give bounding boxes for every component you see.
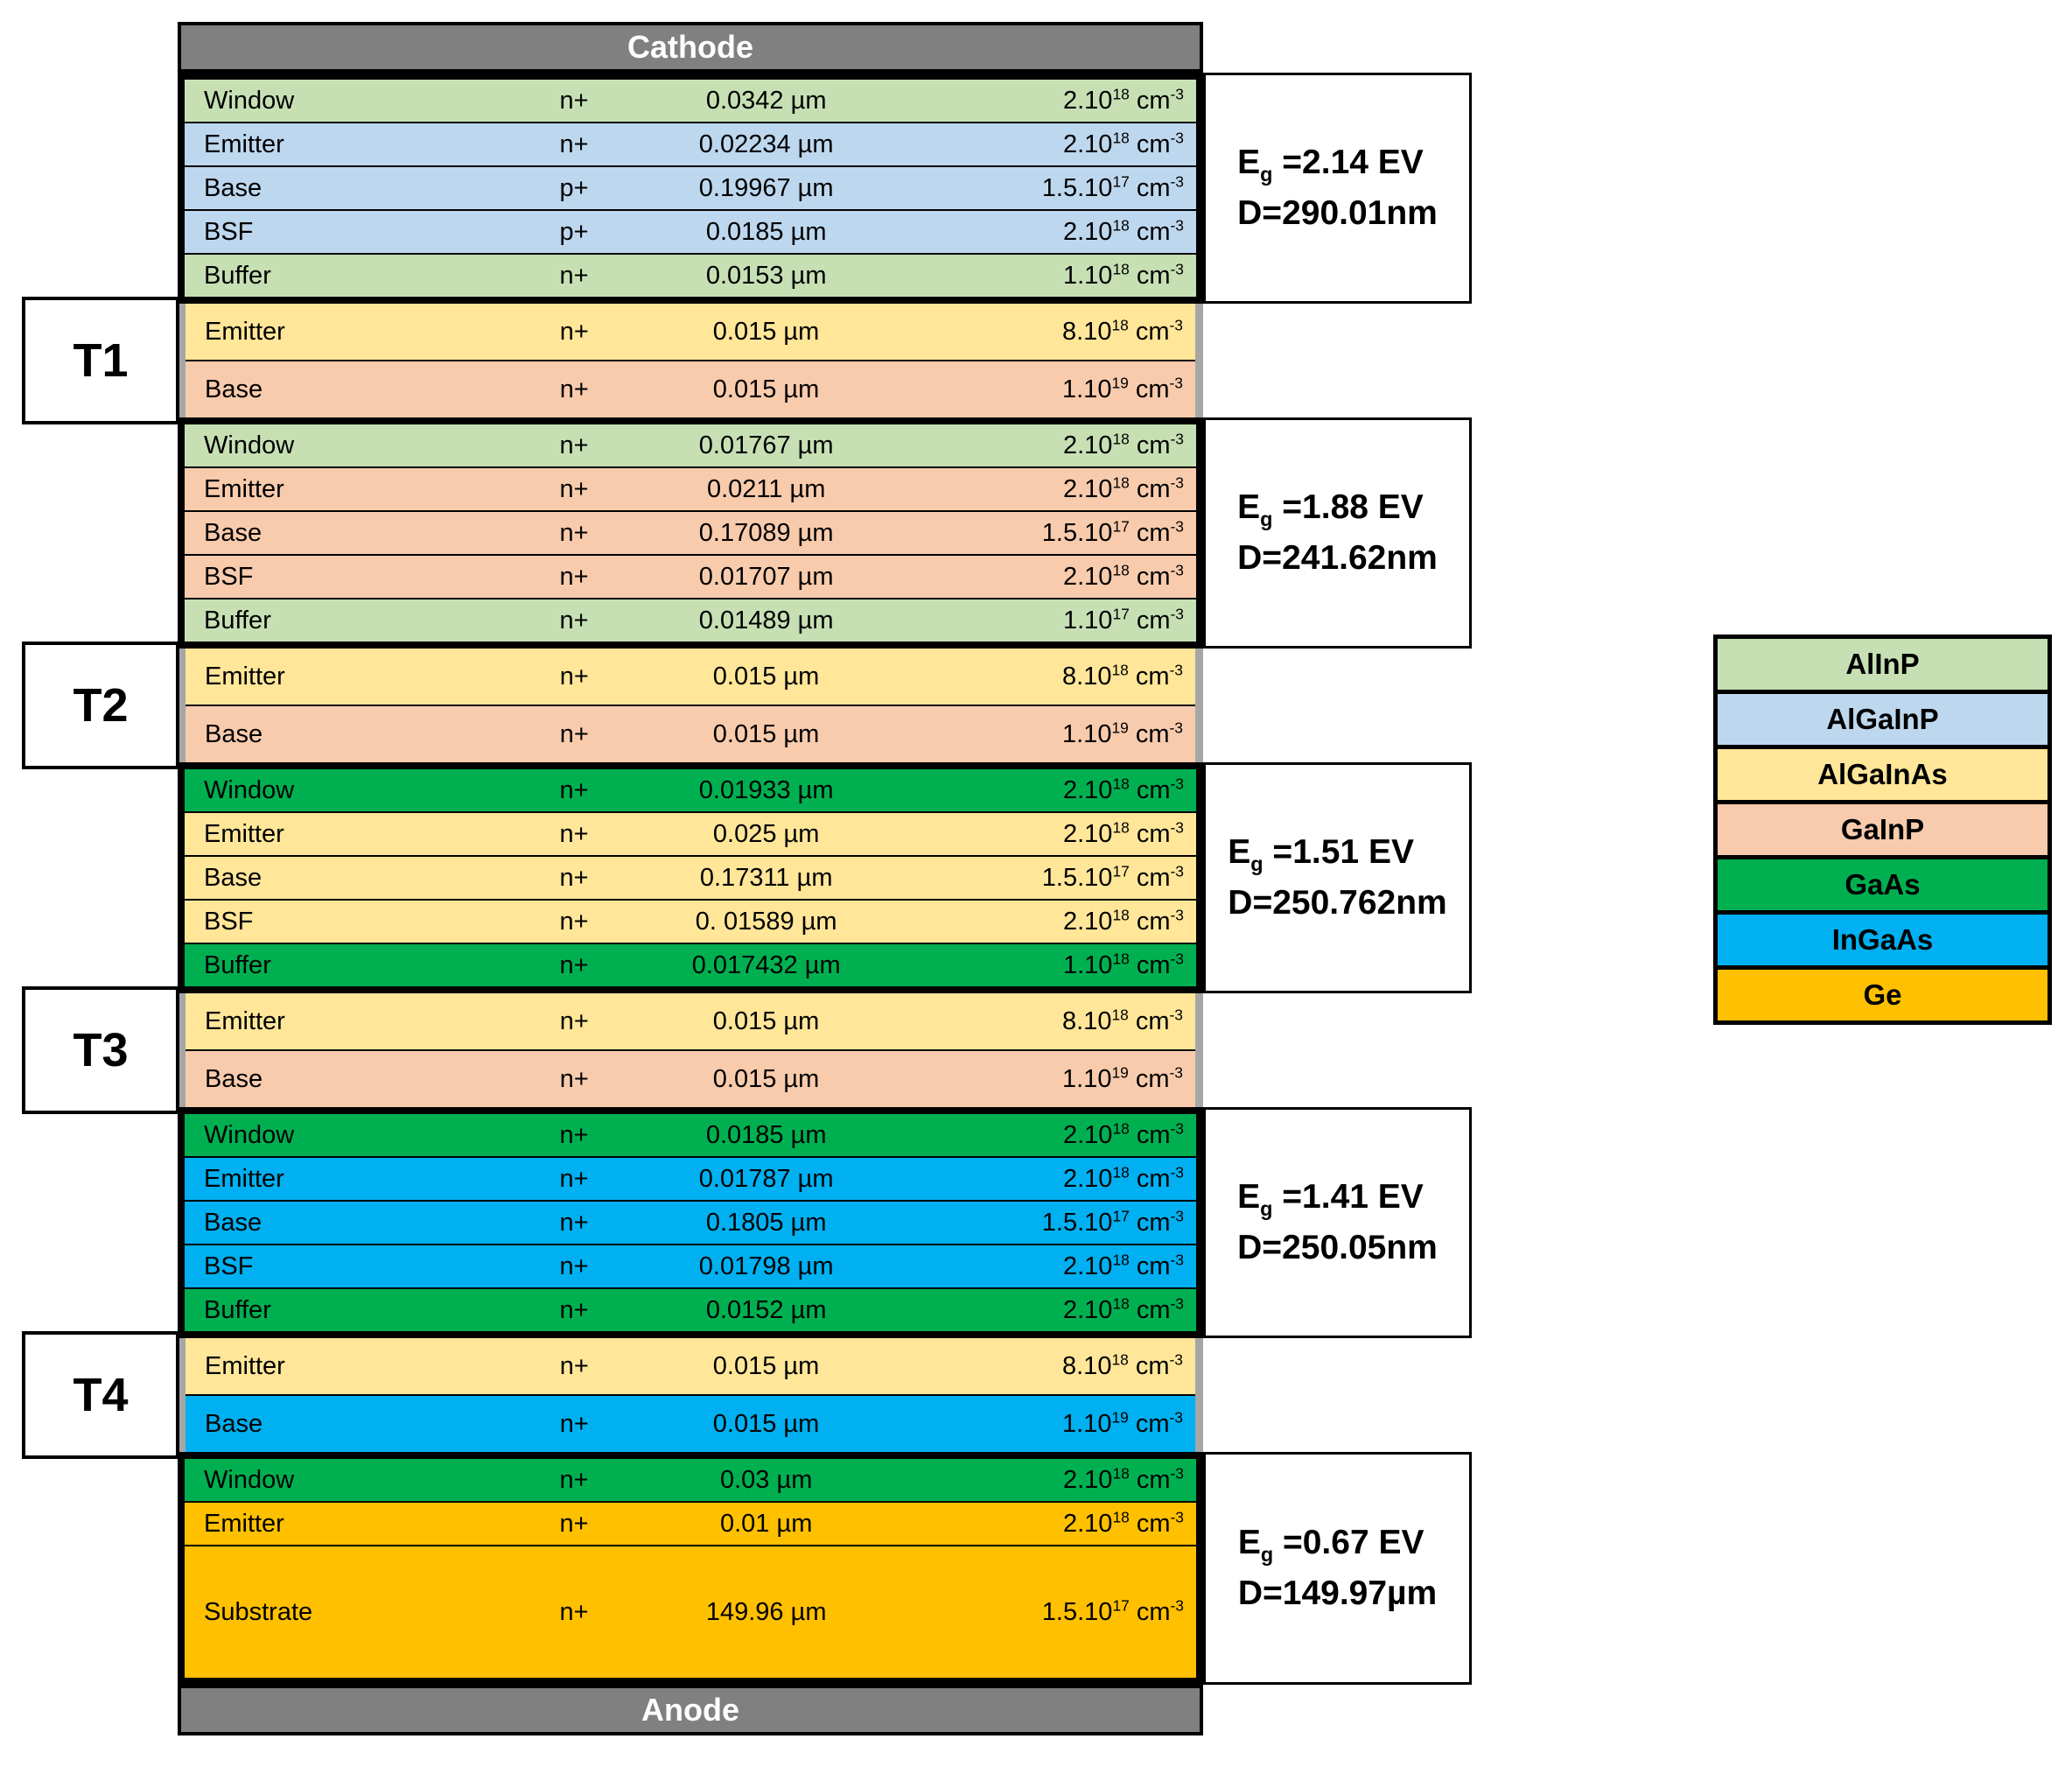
layer-name: Emitter	[204, 474, 284, 503]
layer-name: Window	[204, 1120, 295, 1149]
legend-label: GaAs	[1844, 868, 1921, 901]
tunnel-label-box	[22, 642, 179, 769]
doping-type: n+	[559, 1064, 589, 1093]
tunnel-label: T1	[73, 334, 129, 387]
layer-name: Emitter	[205, 1006, 285, 1035]
doping-concentration: 1.10$^{19}$ $cm^{-3}$	[1062, 1062, 1183, 1093]
layer-row	[185, 598, 1196, 642]
layer-row	[186, 993, 1195, 1049]
layer-row	[185, 1114, 1196, 1156]
total-thickness-value: D=290.01nm	[1237, 194, 1438, 232]
layer-row	[185, 253, 1196, 297]
tunnel-junction-group	[178, 304, 1203, 417]
layer-thickness: 0.015 µm	[712, 1064, 820, 1093]
doping-type: n+	[559, 775, 589, 804]
doping-type: n+	[559, 1120, 589, 1149]
total-thickness-value: D=250.762nm	[1228, 884, 1447, 922]
layer-row	[185, 466, 1196, 510]
doping-concentration: 2.10$^{18}$ $cm^{-3}$	[1062, 1118, 1184, 1149]
doping-type: n+	[559, 375, 589, 403]
legend-label: AlInP	[1845, 648, 1920, 680]
layer-thickness: 0.01787 µm	[698, 1164, 834, 1193]
bandgap-value: $E_g =0.67$ EV	[1237, 1523, 1424, 1566]
doping-type: n+	[559, 1509, 589, 1538]
layer-thickness: 0.015 µm	[712, 317, 820, 346]
layer-name: Base	[204, 173, 262, 202]
layer-stack	[178, 22, 1203, 1735]
subcell-group	[178, 73, 1203, 304]
doping-concentration: 1.5.10$^{17}$ $cm^{-3}$	[1041, 1595, 1184, 1626]
layer-name: Emitter	[205, 1351, 285, 1380]
doping-concentration: 2.10$^{18}$ $cm^{-3}$	[1062, 473, 1184, 503]
layer-thickness: 0.015 µm	[712, 1351, 820, 1380]
total-thickness-value: D=149.97µm	[1237, 1574, 1438, 1612]
layer-name: BSF	[204, 562, 254, 591]
doping-type: n+	[559, 1252, 589, 1280]
doping-type: n+	[559, 474, 589, 503]
layer-thickness: 0.19967 µm	[698, 173, 834, 202]
doping-type: n+	[559, 1208, 589, 1237]
doping-concentration: 8.10$^{18}$ $cm^{-3}$	[1062, 315, 1183, 346]
layer-row	[186, 1049, 1195, 1107]
layer-row	[185, 1200, 1196, 1244]
total-thickness-value: D=241.62nm	[1237, 539, 1438, 577]
doping-concentration: 1.10$^{19}$ $cm^{-3}$	[1062, 373, 1183, 403]
layer-name: Emitter	[204, 819, 284, 848]
layer-thickness: 0.0185 µm	[705, 1120, 827, 1149]
bandgap-annotation	[1237, 137, 1438, 240]
layer-thickness: 0.015 µm	[712, 719, 820, 748]
layer-row	[185, 855, 1196, 899]
layer-thickness: 0.01707 µm	[698, 562, 834, 591]
doping-type: n+	[559, 1164, 589, 1193]
legend-label: GaInP	[1840, 813, 1925, 845]
material-legend	[1713, 635, 2052, 1025]
layer-name: Window	[204, 86, 295, 115]
doping-type: n+	[559, 662, 589, 691]
layer-thickness: 0.17089 µm	[698, 518, 834, 547]
doping-type: n+	[559, 1006, 589, 1035]
layer-thickness: 149.96 µm	[705, 1597, 827, 1626]
bandgap-annotation	[1238, 1518, 1437, 1620]
doping-concentration: 2.10$^{18}$ $cm^{-3}$	[1062, 429, 1184, 459]
doping-concentration: 1.5.10$^{17}$ $cm^{-3}$	[1041, 516, 1184, 547]
doping-concentration: 2.10$^{18}$ $cm^{-3}$	[1062, 817, 1184, 848]
layer-row	[186, 360, 1195, 417]
layer-thickness: 0.015 µm	[712, 662, 820, 691]
tunnel-label-box	[22, 986, 179, 1114]
layer-name: Substrate	[204, 1597, 313, 1626]
layer-row	[185, 1501, 1196, 1545]
doping-type: n+	[559, 1597, 589, 1626]
layer-name: Buffer	[204, 261, 271, 290]
bandgap-annotation	[1237, 1172, 1438, 1274]
doping-type: p+	[559, 217, 589, 246]
layer-thickness: 0.0152 µm	[705, 1295, 827, 1324]
doping-type: n+	[559, 1465, 589, 1494]
layer-name: BSF	[204, 907, 254, 936]
layer-name: Window	[204, 775, 295, 804]
doping-concentration: 8.10$^{18}$ $cm^{-3}$	[1062, 1350, 1183, 1380]
legend-item	[1718, 965, 2048, 1020]
layer-row	[186, 649, 1195, 705]
layer-name: Base	[205, 375, 263, 403]
layer-name: Base	[204, 1208, 262, 1237]
layer-row	[185, 424, 1196, 466]
layer-row	[185, 1244, 1196, 1287]
legend-label: AlGaInP	[1826, 703, 1939, 735]
layer-name: Emitter	[204, 1164, 284, 1193]
bandgap-value: $E_g =2.14$ EV	[1237, 143, 1424, 186]
doping-type: n+	[559, 518, 589, 547]
doping-concentration: 2.10$^{18}$ $cm^{-3}$	[1062, 1463, 1184, 1494]
layer-row	[185, 554, 1196, 598]
bandgap-annotation	[1237, 482, 1438, 585]
doping-concentration: 2.10$^{18}$ $cm^{-3}$	[1062, 215, 1184, 246]
doping-concentration: 2.10$^{18}$ $cm^{-3}$	[1062, 128, 1184, 158]
layer-row	[185, 811, 1196, 855]
bandgap-value: $E_g =1.88$ EV	[1237, 487, 1424, 530]
layer-thickness: 0.015 µm	[712, 375, 820, 403]
bandgap-annotation-box	[1203, 1452, 1472, 1685]
layer-thickness: 0.02234 µm	[698, 130, 834, 158]
total-thickness-value: D=250.05nm	[1237, 1229, 1438, 1266]
layer-thickness: 0.017432 µm	[691, 950, 841, 979]
doping-type: n+	[559, 1409, 589, 1438]
tunnel-junction-group	[178, 1338, 1203, 1452]
doping-type: n+	[559, 907, 589, 936]
subcell-group	[178, 1107, 1203, 1338]
layer-name: Window	[204, 1465, 295, 1494]
doping-concentration: 1.10$^{17}$ $cm^{-3}$	[1062, 604, 1184, 635]
layer-name: Base	[204, 518, 262, 547]
layer-name: Buffer	[204, 1295, 271, 1324]
layer-thickness: 0.015 µm	[712, 1409, 820, 1438]
doping-type: n+	[559, 431, 589, 459]
layer-row	[185, 165, 1196, 209]
layer-thickness: 0.0211 µm	[706, 474, 826, 503]
layer-thickness: 0.01933 µm	[698, 775, 834, 804]
layer-row	[185, 1156, 1196, 1200]
layer-thickness: 0.015 µm	[712, 1006, 820, 1035]
tunnel-label-box	[22, 297, 179, 424]
layer-name: Emitter	[204, 130, 284, 158]
subcell-group	[178, 1452, 1203, 1685]
doping-concentration: 1.5.10$^{17}$ $cm^{-3}$	[1041, 172, 1184, 202]
layer-row	[185, 899, 1196, 943]
doping-concentration: 2.10$^{18}$ $cm^{-3}$	[1062, 560, 1184, 591]
layer-thickness: 0.01489 µm	[698, 606, 834, 635]
doping-concentration: 1.5.10$^{17}$ $cm^{-3}$	[1041, 1206, 1184, 1237]
doping-concentration: 1.10$^{19}$ $cm^{-3}$	[1062, 1407, 1183, 1438]
doping-type: n+	[559, 261, 589, 290]
layer-name: BSF	[204, 1252, 254, 1280]
legend-item	[1718, 910, 2048, 965]
doping-concentration: 2.10$^{18}$ $cm^{-3}$	[1062, 1507, 1184, 1538]
cathode-bar	[178, 22, 1203, 73]
layer-row	[185, 122, 1196, 165]
legend-label: InGaAs	[1831, 923, 1934, 956]
layer-thickness: 0.0342 µm	[705, 86, 827, 115]
bandgap-value: $E_g =1.41$ EV	[1237, 1177, 1424, 1220]
doping-type: n+	[559, 562, 589, 591]
doping-concentration: 2.10$^{18}$ $cm^{-3}$	[1062, 84, 1184, 115]
tunnel-label: T2	[73, 679, 129, 732]
bandgap-value: $E_g =1.51$ EV	[1228, 832, 1414, 875]
layer-name: Base	[205, 1409, 263, 1438]
layer-name: Emitter	[205, 317, 285, 346]
layer-thickness: 0.01767 µm	[698, 431, 834, 459]
subcell-group	[178, 762, 1203, 993]
layer-thickness: 0.17311 µm	[699, 863, 833, 892]
tunnel-label: T4	[73, 1369, 129, 1421]
legend-item	[1718, 745, 2048, 800]
layer-name: Emitter	[205, 662, 285, 691]
doping-type: n+	[559, 950, 589, 979]
doping-concentration: 2.10$^{18}$ $cm^{-3}$	[1062, 905, 1184, 936]
layer-thickness: 0.01798 µm	[698, 1252, 834, 1280]
layer-row	[186, 304, 1195, 360]
doping-type: n+	[559, 863, 589, 892]
doping-concentration: 1.10$^{18}$ $cm^{-3}$	[1062, 259, 1184, 290]
layer-row	[185, 209, 1196, 253]
doping-concentration: 2.10$^{18}$ $cm^{-3}$	[1062, 774, 1184, 804]
doping-concentration: 8.10$^{18}$ $cm^{-3}$	[1062, 660, 1183, 691]
doping-type: n+	[559, 606, 589, 635]
layer-thickness: 0.03 µm	[719, 1465, 813, 1494]
bandgap-annotation-box	[1203, 762, 1472, 993]
doping-type: n+	[559, 719, 589, 748]
layer-name: Emitter	[204, 1509, 284, 1538]
bandgap-annotation	[1228, 827, 1446, 929]
cathode-label: Cathode	[627, 29, 753, 65]
doping-type: n+	[559, 1295, 589, 1324]
doping-type: n+	[559, 819, 589, 848]
layer-row	[185, 769, 1196, 811]
legend-item	[1718, 855, 2048, 910]
doping-concentration: 2.10$^{18}$ $cm^{-3}$	[1062, 1162, 1184, 1193]
layer-thickness: 0.0185 µm	[705, 217, 827, 246]
anode-bar	[178, 1685, 1203, 1735]
layer-name: Base	[205, 1064, 263, 1093]
layer-name: Window	[204, 431, 295, 459]
tunnel-label-box	[22, 1331, 179, 1459]
doping-type: n+	[559, 86, 589, 115]
doping-concentration: 1.10$^{19}$ $cm^{-3}$	[1062, 718, 1183, 748]
doping-concentration: 1.5.10$^{17}$ $cm^{-3}$	[1041, 861, 1184, 892]
layer-thickness: 0.01 µm	[719, 1509, 813, 1538]
anode-label: Anode	[641, 1692, 739, 1728]
doping-type: p+	[559, 173, 589, 202]
legend-item	[1718, 800, 2048, 855]
subcell-group	[178, 417, 1203, 649]
layer-thickness: 0.1805 µm	[705, 1208, 827, 1237]
tunnel-junction-group	[178, 993, 1203, 1107]
layer-row	[185, 943, 1196, 986]
layer-name: Buffer	[204, 950, 271, 979]
layer-row	[185, 510, 1196, 554]
legend-label: Ge	[1863, 978, 1902, 1011]
layer-thickness: 0.025 µm	[712, 819, 820, 848]
layer-row	[186, 705, 1195, 762]
layer-row	[185, 1459, 1196, 1501]
layer-thickness: 0. 01589 µm	[695, 907, 837, 936]
layer-name: BSF	[204, 217, 254, 246]
layer-name: Base	[205, 719, 263, 748]
doping-concentration: 2.10$^{18}$ $cm^{-3}$	[1062, 1294, 1184, 1324]
tunnel-label: T3	[73, 1024, 129, 1076]
bandgap-annotation-box	[1203, 1107, 1472, 1338]
doping-concentration: 1.10$^{18}$ $cm^{-3}$	[1062, 949, 1184, 979]
legend-item	[1718, 639, 2048, 690]
layer-row	[185, 1545, 1196, 1678]
doping-type: n+	[559, 130, 589, 158]
bandgap-annotation-box	[1203, 73, 1472, 304]
layer-row	[186, 1338, 1195, 1394]
tunnel-junction-group	[178, 649, 1203, 762]
doping-concentration: 8.10$^{18}$ $cm^{-3}$	[1062, 1005, 1183, 1035]
doping-type: n+	[559, 1351, 589, 1380]
layer-row	[186, 1394, 1195, 1452]
doping-type: n+	[559, 317, 589, 346]
legend-item	[1718, 690, 2048, 745]
layer-name: Base	[204, 863, 262, 892]
layer-thickness: 0.0153 µm	[705, 261, 827, 290]
legend-label: AlGaInAs	[1817, 758, 1948, 790]
layer-row	[185, 80, 1196, 122]
bandgap-annotation-box	[1203, 417, 1472, 649]
layer-row	[185, 1287, 1196, 1331]
layer-name: Buffer	[204, 606, 271, 635]
doping-concentration: 2.10$^{18}$ $cm^{-3}$	[1062, 1250, 1184, 1280]
